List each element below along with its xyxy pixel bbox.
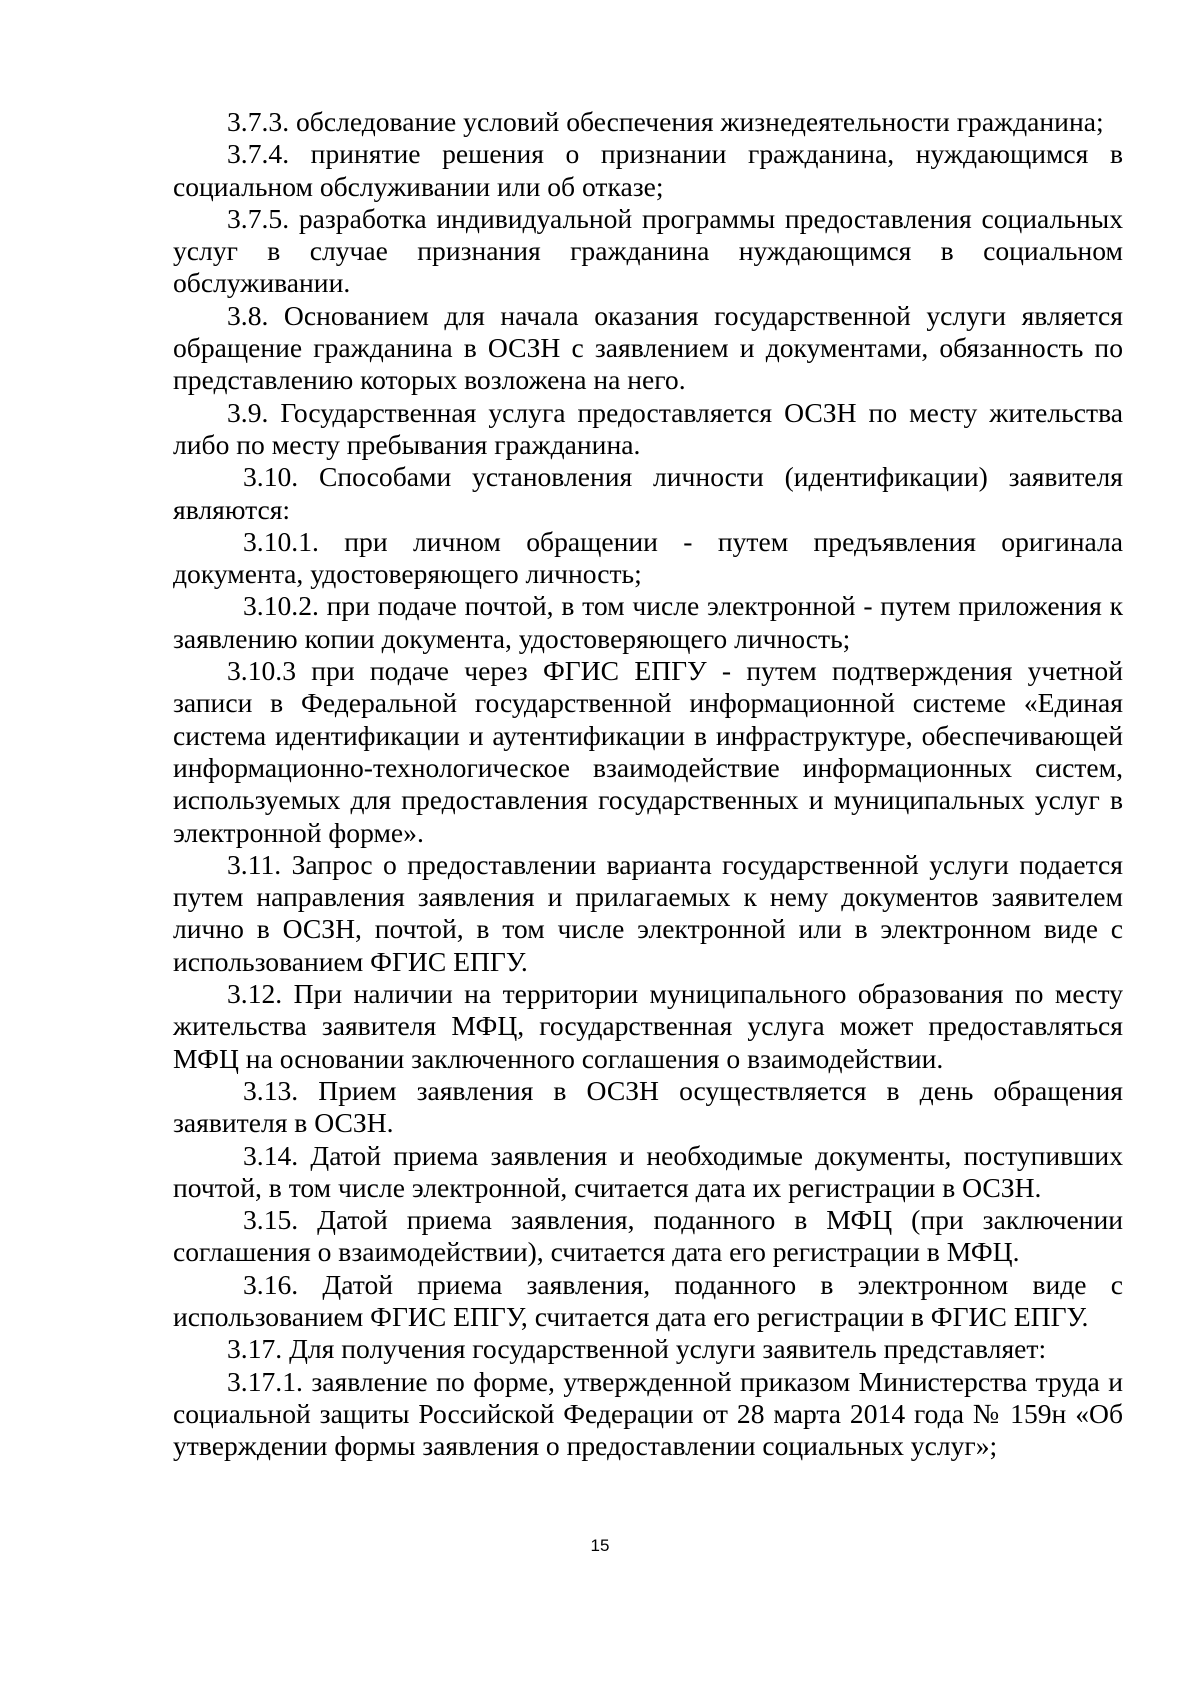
paragraph-3-9: 3.9. Государственная услуга предоставляется ОСЗН по месту жительства либо по месту пребывания гражданина.	[173, 396, 1123, 460]
page-number: 15	[590, 1536, 610, 1555]
paragraph-3-7-3: 3.7.3. обследование условий обеспечения жизнедеятельности гражданина;	[227, 106, 1104, 137]
document-page	[173, 106, 1123, 1462]
paragraph-3-8: 3.8. Основанием для начала оказания государственной услуги является обращение гражданина в ОСЗН с заявлением и документами, обязанность по представлению которых возложена на него.	[173, 299, 1123, 396]
paragraph-3-17: 3.17. Для получения государственной услуги заявитель представляет:	[227, 1333, 1047, 1365]
paragraph-3-7-5: 3.7.5. разработка индивидуальной программы предоставления социальных услуг в случае признания гражданина нуждающимся в социальном обслуживании.	[173, 202, 1123, 299]
paragraph-3-11: 3.11. Запрос о предоставлении варианта государственной услуги подается путем направления заявления и прилагаемых к нему документов заявителем лично в ОСЗН, почтой, в том числе электронной или в электронном виде с использованием ФГИС ЕПГУ.	[173, 848, 1123, 977]
paragraph-3-13: 3.13. Прием заявления в ОСЗН осуществляется в день обращения заявителя в ОСЗН.	[173, 1074, 1123, 1139]
paragraph-3-10: 3.10. Способами установления личности (идентификации) заявителя являются:	[173, 461, 1123, 525]
paragraph-3-10-1: 3.10.1. при личном обращении - путем предъявления оригинала документа, удостоверяющего личность;	[173, 525, 1123, 590]
paragraph-3-10-3: 3.10.3 при подаче через ФГИС ЕПГУ - путем подтверждения учетной записи в Федеральной государственной информационной системе «Единая система идентификации и аутентификации в инфраструктуре, обеспечивающей информационно-технологическое взаимодействие информационных систем, используемых для предоставления государственных и муниципальных услуг в электронной форме».	[173, 655, 1123, 848]
paragraph-3-15: 3.15. Датой приема заявления, поданного в МФЦ (при заключении соглашения о взаимодействии), считается дата его регистрации в МФЦ.	[173, 1204, 1123, 1268]
paragraph-3-17-1: 3.17.1. заявление по форме, утвержденной приказом Министерства труда и социальной защиты Российской Федерации от 28 марта 2014 года № 159н «Об утверждении формы заявления о предоставлении социальных услуг»;	[173, 1365, 1123, 1462]
paragraph-3-10-2: 3.10.2. при подаче почтой, в том числе электронной - путем приложения к заявлению копии документа, удостоверяющего личность;	[173, 590, 1123, 654]
paragraph-3-7-4: 3.7.4. принятие решения о признании гражданина, нуждающимся в социальном обслуживании или об отказе;	[173, 138, 1123, 202]
paragraph-3-14: 3.14. Датой приема заявления и необходимые документы, поступивших почтой, в том числе электронной, считается дата их регистрации в ОСЗН.	[173, 1139, 1123, 1203]
paragraph-3-16: 3.16. Датой приема заявления, поданного в электронном виде с использованием ФГИС ЕПГУ, считается дата его регистрации в ФГИС ЕПГУ.	[173, 1268, 1123, 1332]
paragraph-3-12: 3.12. При наличии на территории муниципального образования по месту жительства заявителя МФЦ, государственная услуга может предоставляться МФЦ на основании заключенного соглашения о взаимодействии.	[173, 978, 1123, 1074]
